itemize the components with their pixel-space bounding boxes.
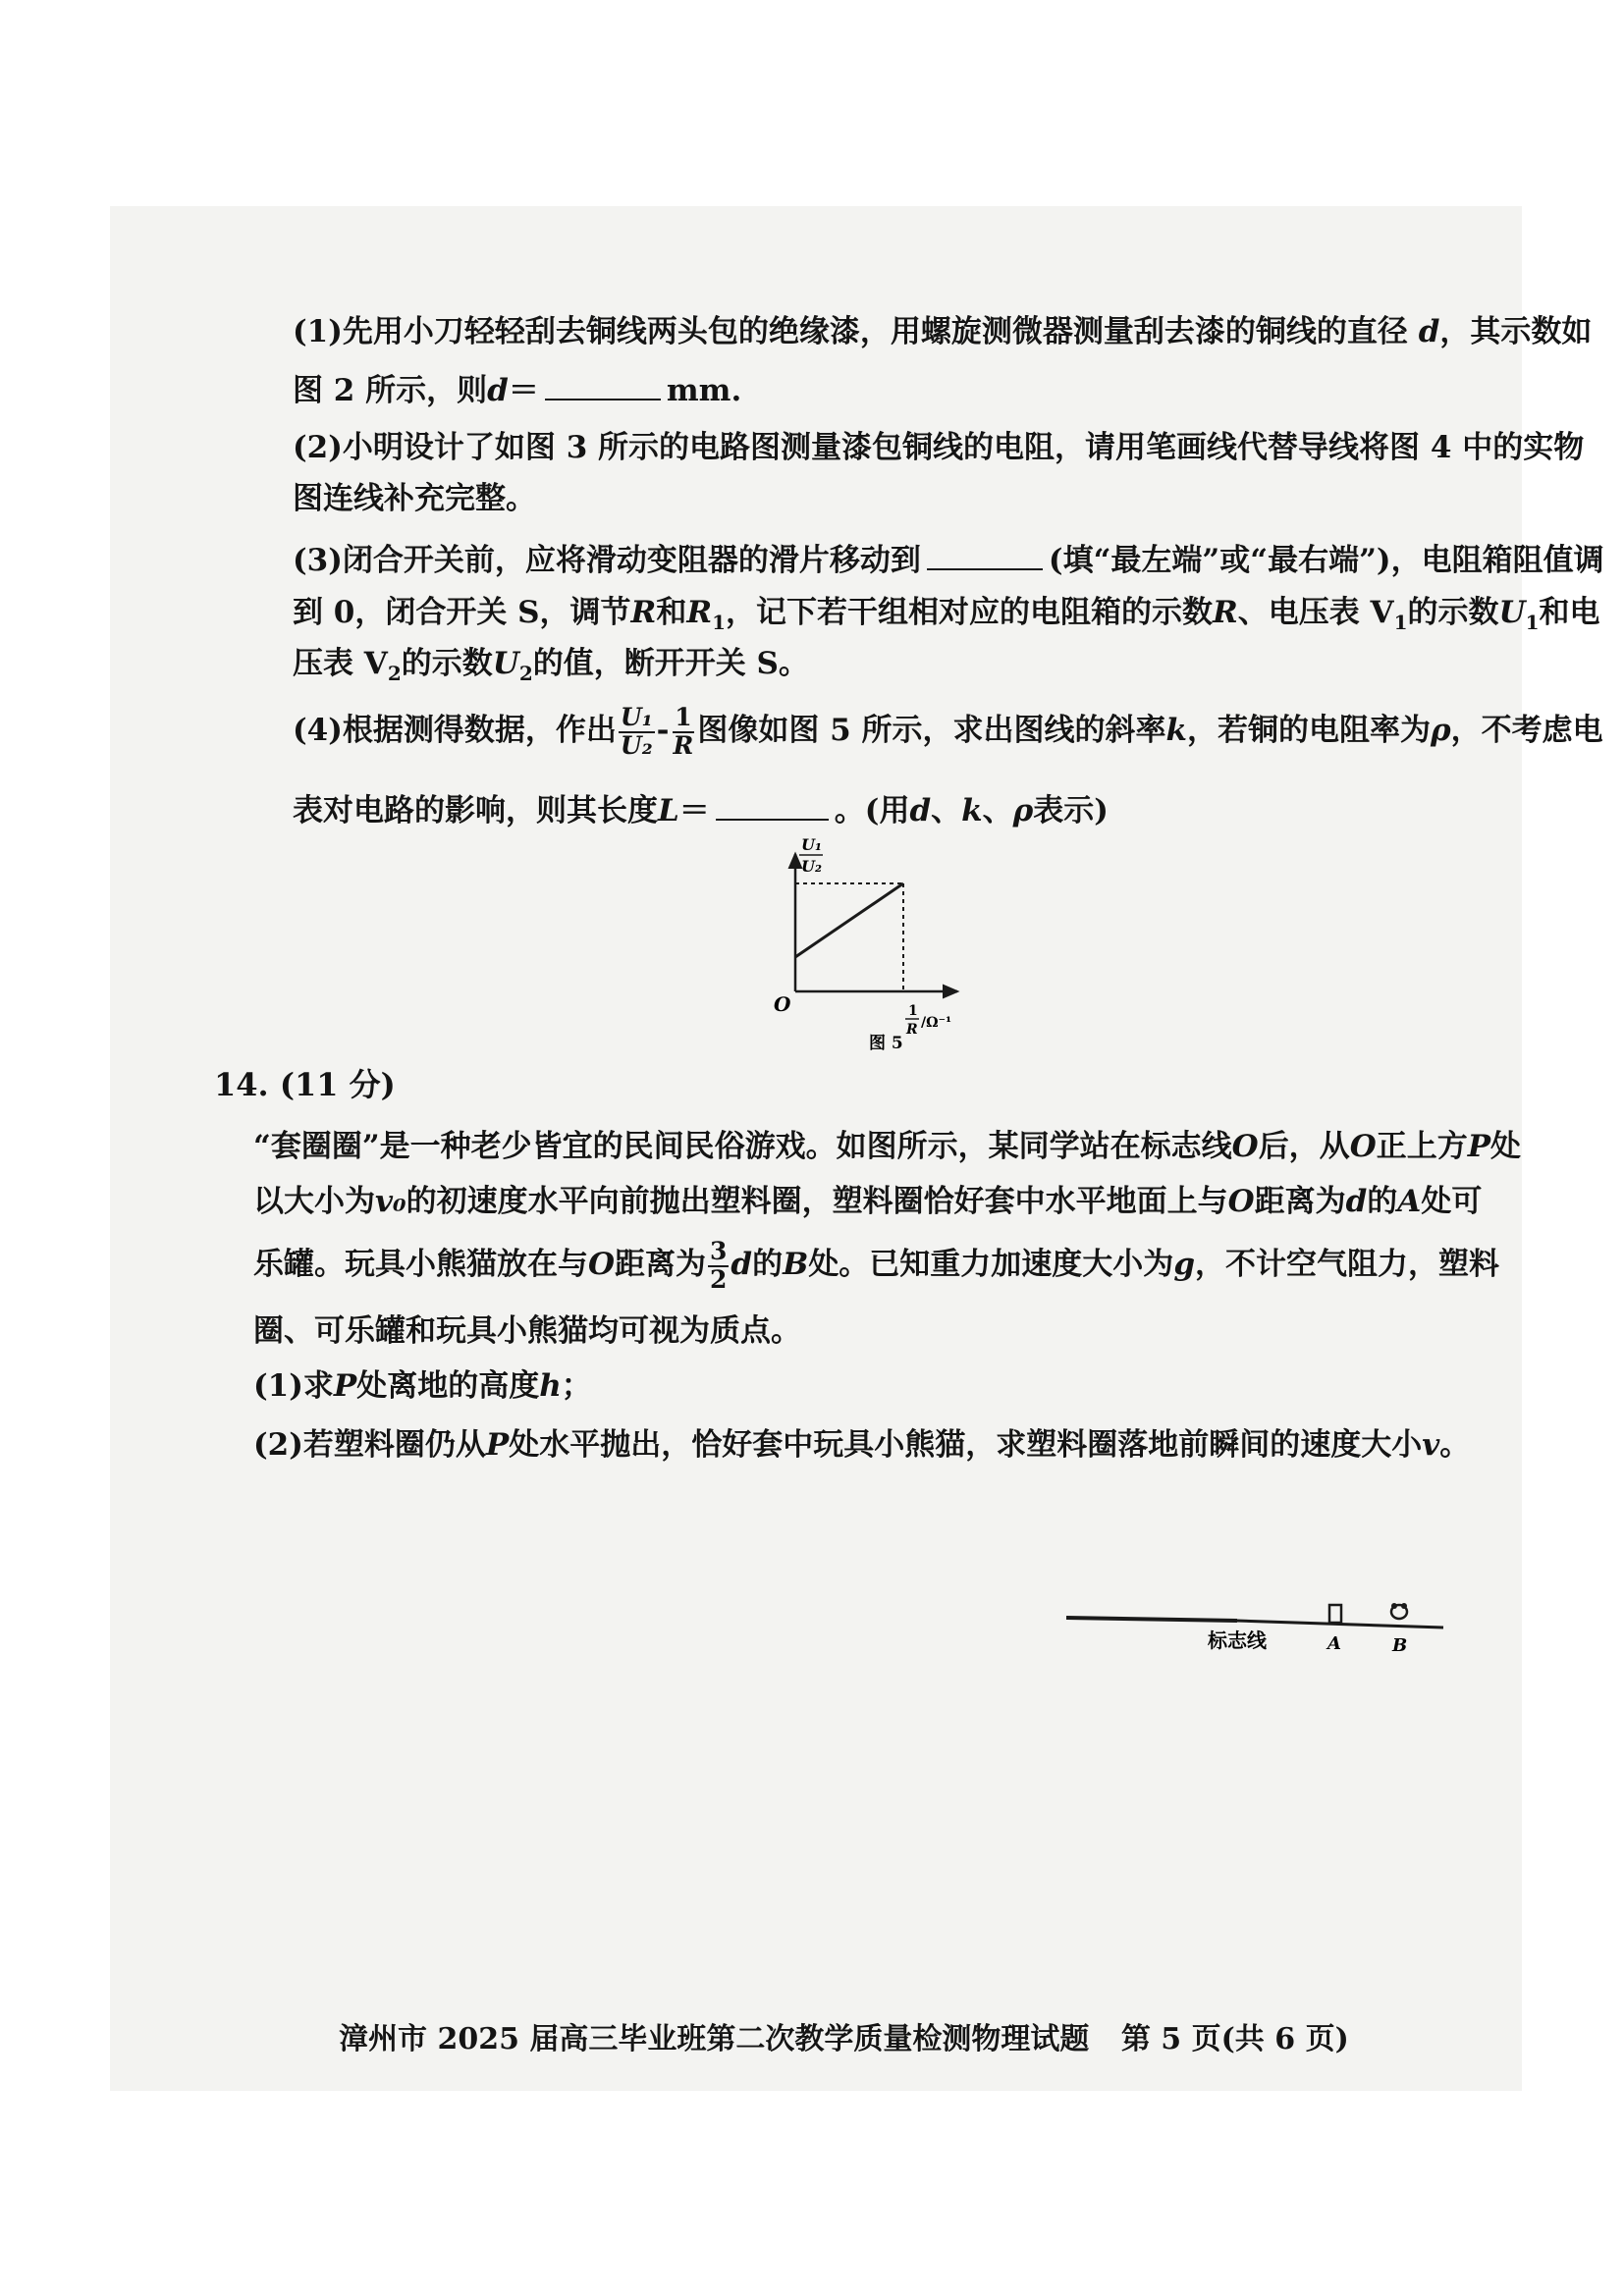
q14-figure: [1060, 1588, 1492, 1667]
ground-line-left: [1066, 1618, 1237, 1621]
x-label-unit: /Ω⁻¹: [921, 1015, 952, 1031]
footer-page-number: 第 5 页(共 6 页): [1120, 2022, 1349, 2056]
part2-line1: (2)小明设计了如图 3 所示的电路图测量漆包铜线的电阻，请用笔画线代替导线将图 4 中的实物: [293, 430, 1585, 465]
fraction-1-r: $\frac{1}{R}$: [673, 703, 694, 760]
label-a: A: [1327, 1633, 1341, 1654]
label-b: B: [1392, 1635, 1408, 1656]
part3-line3: 压表 $V_2$的示数$U_2$的值，断开开关 S。: [293, 646, 809, 686]
answer-blank-length[interactable]: [716, 793, 829, 821]
x-label-den: R: [906, 1022, 918, 1038]
answer-blank-d[interactable]: [545, 373, 661, 400]
figure5-graph: [766, 834, 992, 1050]
figure5-caption: 图 5: [869, 1034, 903, 1050]
fraction-u1-u2: $\frac{\text{U₁}}{\text{U₂}}$: [620, 703, 653, 760]
footer-title: 漳州市 2025 届高三毕业班第二次教学质量检测物理试题: [339, 2022, 1090, 2056]
part4-line1: (4)根据测得数据，作出 $\frac{\text{U₁}}{\text{U₂}}$ - $\frac{1}{R}$ 图像如图 5 所示，求出图线的斜率k，若铜的电阻率为ρ，不考虑电: [293, 703, 1603, 760]
q14-heading: 14. (11 分): [214, 1066, 396, 1103]
y-label-den: U₂: [801, 857, 822, 876]
y-label-num: U₁: [801, 835, 822, 854]
origin-label: O: [774, 992, 791, 1016]
q14-paragraph-line1: “套圈圈”是一种老少皆宜的民间民俗游戏。如图所示，某同学站在标志线O后，从O正上方P处: [253, 1129, 1522, 1164]
q14-subquestion-2: (2)若塑料圈仍从P处水平抛出，恰好套中玩具小熊猫，求塑料圈落地前瞬间的速度大小v。: [253, 1427, 1471, 1463]
data-line: [795, 883, 903, 957]
q14-paragraph-line3: 乐罐。玩具小熊猫放在与O距离为 $\frac{3}{2}$ d的B处。已知重力加速度大小为g，不计空气阻力，塑料: [253, 1237, 1499, 1294]
answer-blank-slider[interactable]: [927, 543, 1043, 570]
part1-line1: (1)先用小刀轻轻刮去铜线两头包的绝缘漆，用螺旋测微器测量刮去漆的铜线的直径 d，其示数如: [293, 314, 1593, 349]
fraction-3-2: $\frac{3}{2}$: [710, 1237, 728, 1294]
part2-line2: 图连线补充完整。: [293, 481, 536, 516]
marker-line-label: 标志线: [1208, 1629, 1267, 1652]
page-footer: [339, 2014, 1349, 2057]
x-label-num: 1: [908, 1003, 918, 1019]
q14-subquestion-1: (1)求P处离地的高度h；: [253, 1368, 592, 1404]
q14-paragraph-line4: 圈、可乐罐和玩具小熊猫均可视为质点。: [253, 1313, 801, 1349]
part3-line2: 到 0，闭合开关 S，调节R和$R_1$，记下若干组相对应的电阻箱的示数R、电压表 $V_1$的示数$U_1$和电: [293, 595, 1600, 635]
q14-paragraph-line2: 以大小为v₀的初速度水平向前抛出塑料圈，塑料圈恰好套中水平地面上与O距离为d的A处可: [253, 1184, 1483, 1219]
part1-line2: 图 2 所示，则d＝ mm.: [293, 373, 742, 408]
part3-line1: (3)闭合开关前，应将滑动变阻器的滑片移动到 (填“最左端”或“最右端”)，电阻箱阻值调: [293, 543, 1604, 578]
cola-can-icon: [1329, 1605, 1341, 1623]
part4-line2: 表对电路的影响，则其长度L＝ 。(用d、k、ρ表示): [293, 793, 1109, 828]
